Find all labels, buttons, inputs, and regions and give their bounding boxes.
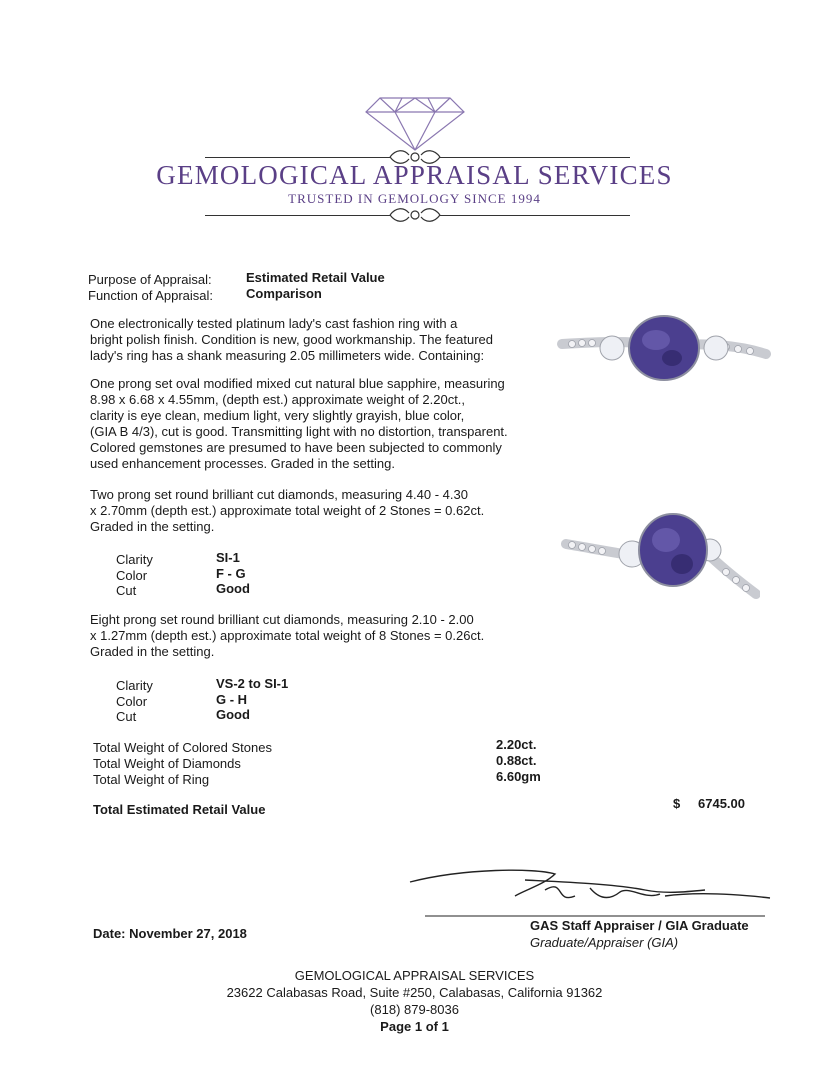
footer-address: 23622 Calabasas Road, Suite #250, Calabasas, California 91362 [226,985,603,1000]
grade-value: Good [216,707,250,722]
header-rule-top [205,157,390,158]
ring-photo-front [556,306,771,394]
ring-description: One electronically tested platinum lady's cast fashion ring with a bright polish finish. Condition is new, good workmanship. The featured lady's ring has a shank measuring 2.05 millimeters wide. Containing: [90,316,493,363]
grade-label: Color [116,568,148,583]
retail-amount: 6745.00 [698,796,745,811]
total-label: Total Weight of Colored Stones [93,740,272,755]
grade-label: Cut [116,583,137,598]
footer-company: GEMOLOGICAL APPRAISAL SERVICES [294,968,535,983]
appraiser-subtitle: Graduate/Appraiser (GIA) [530,935,679,950]
grade-label: Clarity [116,552,153,567]
total-value: 0.88ct. [496,753,537,768]
appraiser-title: GAS Staff Appraiser / GIA Graduate [530,918,749,933]
header-rule-bottom [440,215,630,216]
purpose-label: Purpose of Appraisal: [88,272,212,287]
eight-diamonds-description: Eight prong set round brilliant cut diamonds, measuring 2.10 - 2.00 x 1.27mm (depth est.) approximate total weight of 8 Stones = 0.26ct. Graded in the setting. [90,612,485,659]
grade-label: Clarity [116,678,153,693]
diamond-icon [360,90,470,152]
retail-label: Total Estimated Retail Value [93,802,266,817]
company-title: GEMOLOGICAL APPRAISAL SERVICES [156,160,673,190]
grade-value: F - G [216,566,246,581]
function-value: Comparison [246,286,322,301]
grade-label: Color [116,694,148,709]
grade-label: Cut [116,709,137,724]
signature-image [405,860,775,920]
header-rule-bottom [205,215,390,216]
grade-value: VS-2 to SI-1 [216,676,289,691]
grade-value: Good [216,581,250,596]
currency-symbol: $ [673,796,681,811]
function-label: Function of Appraisal: [88,288,214,303]
header-rule-top [440,157,630,158]
total-label: Total Weight of Diamonds [93,756,241,771]
footer-phone: (818) 879-8036 [370,1002,459,1017]
two-diamonds-description: Two prong set round brilliant cut diamonds, measuring 4.40 - 4.30 x 2.70mm (depth est.) approximate total weight of 2 Stones = 0.62ct. Graded in the setting. [90,487,485,534]
total-value: 6.60gm [496,769,541,784]
sapphire-description: One prong set oval modified mixed cut natural blue sapphire, measuring 8.98 x 6.68 x 4.55mm, (depth est.) approximate weight of 2.20ct., clarity is eye clean, medium light, very slightly grayish, blue color, (GIA B 4/3), cut is good. Transmitting light with no distortion, transparent. Colored gemstones are presumed to have been subjected to commonly used enhancement processes. Graded in the setting. [90,376,508,471]
company-tagline: TRUSTED IN GEMOLOGY SINCE 1994 [288,191,541,206]
purpose-value: Estimated Retail Value [246,270,385,285]
grade-value: SI-1 [216,550,240,565]
ornament-icon [388,204,442,226]
page-number: Page 1 of 1 [380,1019,449,1034]
appraisal-date: Date: November 27, 2018 [93,926,247,941]
total-label: Total Weight of Ring [93,772,210,787]
grade-value: G - H [216,692,248,707]
ring-photo-angle [560,510,760,610]
total-value: 2.20ct. [496,737,537,752]
